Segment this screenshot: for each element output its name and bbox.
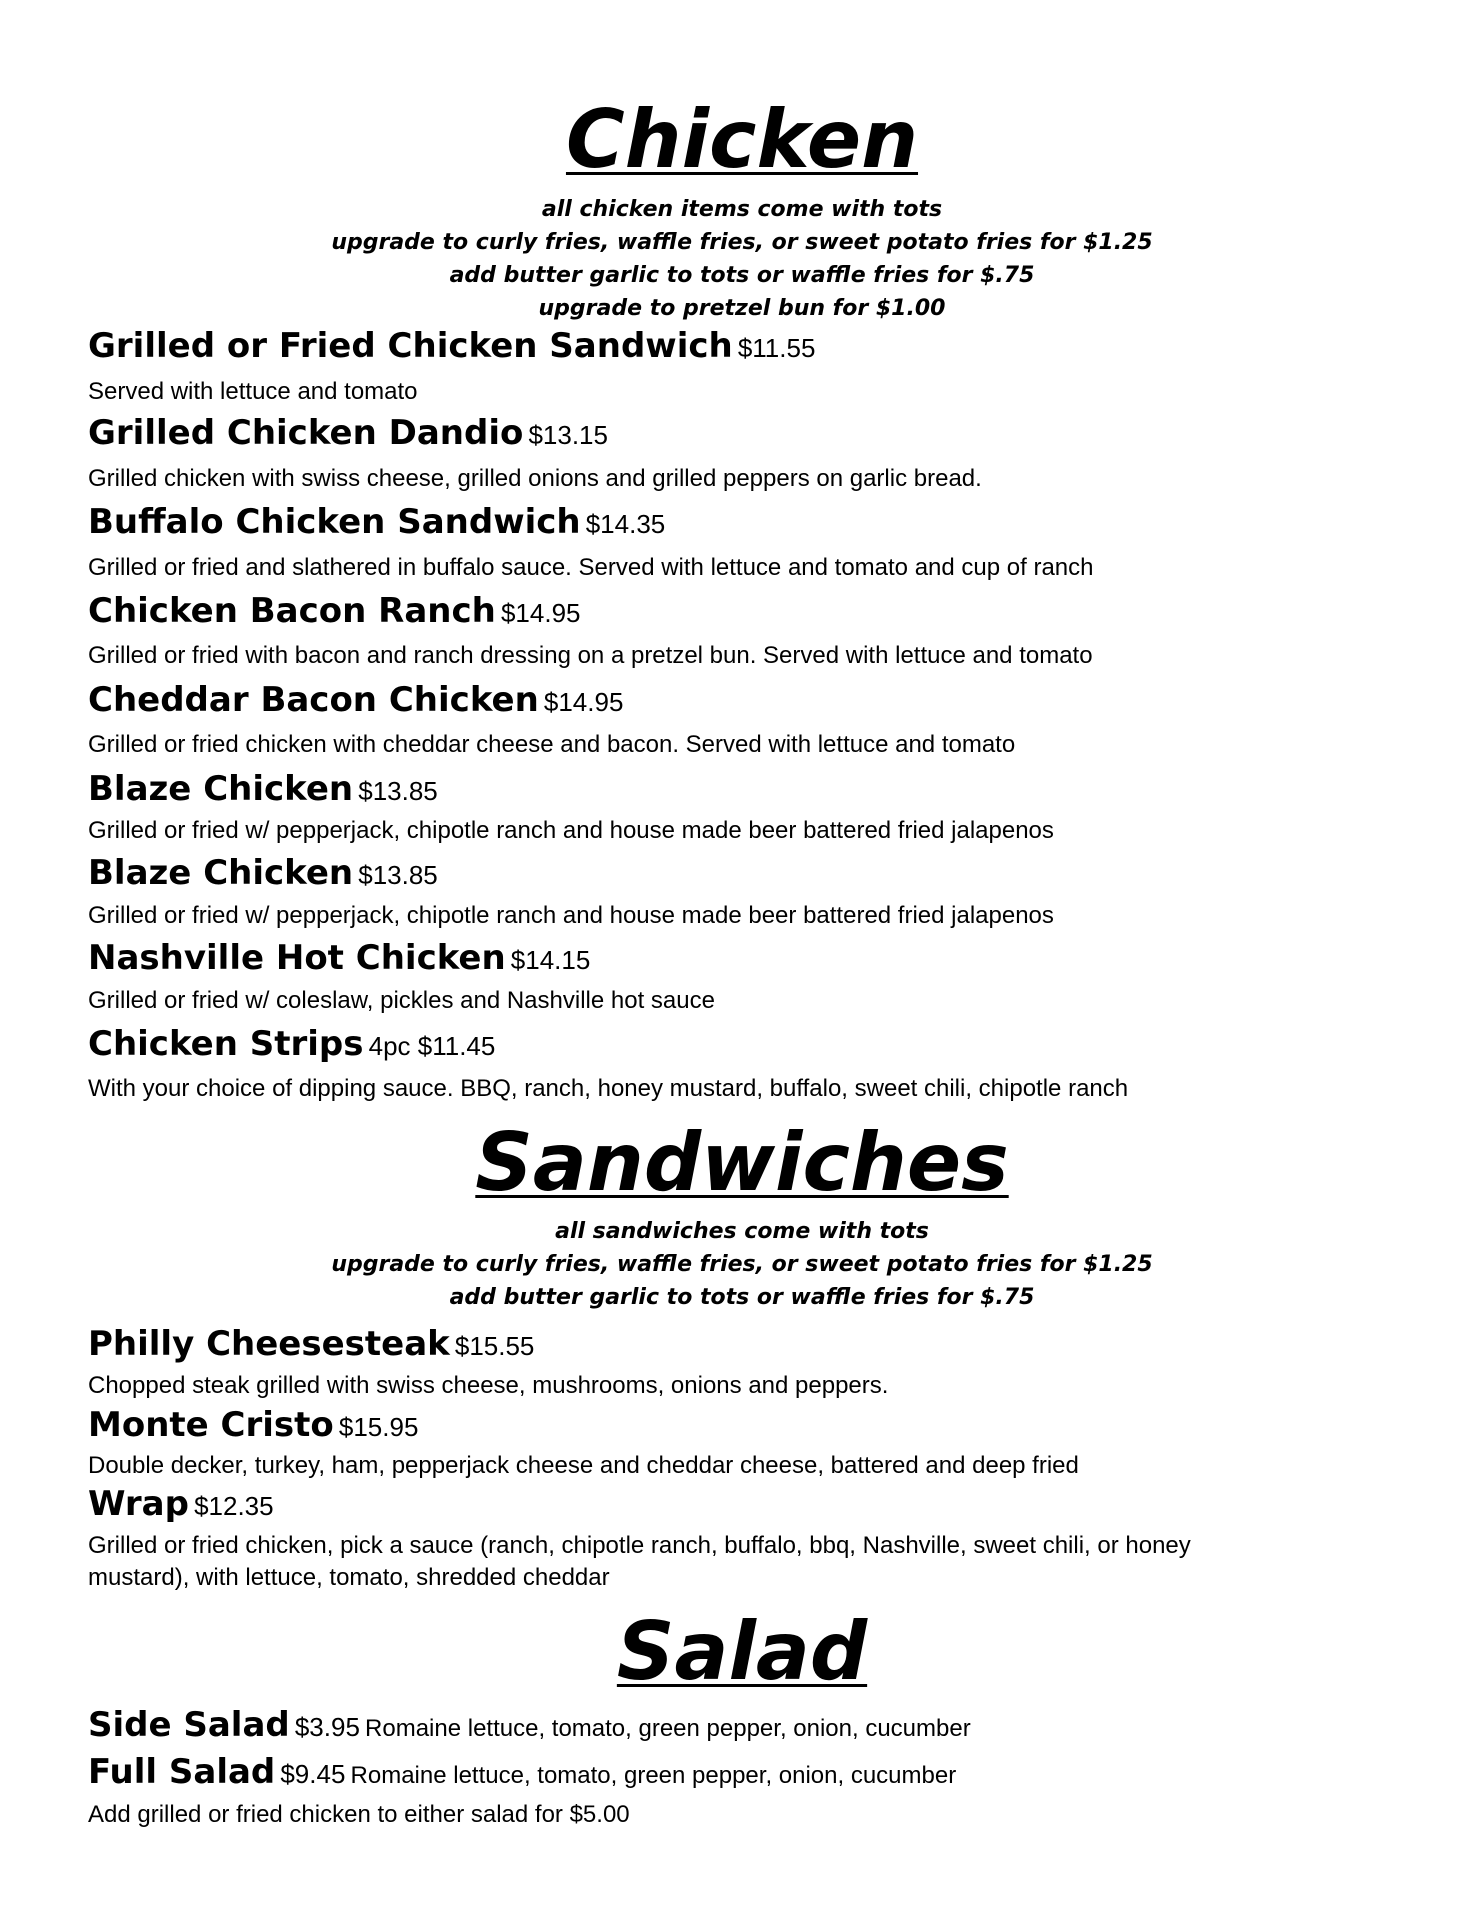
item-name: Wrap <box>88 1484 189 1524</box>
menu-item-heading <box>88 1752 957 1792</box>
menu-item-heading <box>88 938 591 978</box>
item-name: Full Salad <box>88 1752 276 1792</box>
item-description: Grilled or fried and slathered in buffalo sauce. Served with lettuce and tomato and cup of ranch <box>88 554 1094 581</box>
item-description: Grilled or fried with bacon and ranch dressing on a pretzel bun. Served with lettuce and tomato <box>88 642 1093 669</box>
item-description: Grilled or fried w/ coleslaw, pickles and Nashville hot sauce <box>88 987 715 1014</box>
menu-item-heading <box>88 502 666 542</box>
item-name: Blaze Chicken <box>88 769 354 809</box>
item-price: $14.95 <box>543 687 624 717</box>
chicken-note: upgrade to curly fries, waffle fries, or sweet potato fries for $1.25 <box>331 230 1153 255</box>
item-description: Romaine lettuce, tomato, green pepper, onion, cucumber <box>365 1715 971 1742</box>
menu-item-heading <box>88 769 438 809</box>
salad-footer-note: Add grilled or fried chicken to either salad for $5.00 <box>88 1801 630 1828</box>
item-name: Cheddar Bacon Chicken <box>88 680 539 720</box>
item-description: Romaine lettuce, tomato, green pepper, onion, cucumber <box>350 1762 957 1789</box>
item-price: $12.35 <box>194 1491 274 1521</box>
item-name: Blaze Chicken <box>88 853 354 893</box>
item-name: Philly Cheesesteak <box>88 1324 450 1364</box>
item-price: $14.35 <box>585 509 666 539</box>
chicken-note: upgrade to pretzel bun for $1.00 <box>538 296 946 321</box>
menu-item-heading <box>88 326 816 366</box>
item-description: Chopped steak grilled with swiss cheese, mushrooms, onions and peppers. <box>88 1372 889 1399</box>
item-price: $3.95 <box>294 1712 360 1742</box>
menu-item-heading <box>88 1324 535 1364</box>
chicken-notes <box>0 193 1484 325</box>
item-price: $13.15 <box>528 420 608 450</box>
menu-item-heading <box>88 853 438 893</box>
sandwiches-section-title: Sandwiches <box>475 1116 1009 1209</box>
sandwiches-note: add butter garlic to tots or waffle fries for $.75 <box>449 1285 1035 1310</box>
menu-item-heading <box>88 680 624 720</box>
item-price: $9.45 <box>280 1759 346 1789</box>
item-description: Grilled or fried chicken, pick a sauce (ranch, chipotle ranch, buffalo, bbq, Nashville, sweet chili, or honey mustard), with lettuce, tomato, shredded cheddar <box>88 1532 1191 1591</box>
chicken-section-title: Chicken <box>565 93 919 186</box>
item-description: Grilled or fried w/ pepperjack, chipotle ranch and house made beer battered fried jalapenos <box>88 902 1054 929</box>
item-price: $11.55 <box>737 333 816 363</box>
item-price: $13.85 <box>358 776 438 806</box>
sandwiches-notes <box>0 1215 1484 1314</box>
menu-item-heading <box>88 1705 971 1745</box>
item-name: Grilled Chicken Dandio <box>88 413 524 453</box>
menu-item-heading <box>88 1024 496 1064</box>
item-name: Buffalo Chicken Sandwich <box>88 502 581 542</box>
menu-item-heading <box>88 1484 274 1524</box>
salad-section-title: Salad <box>616 1605 868 1698</box>
menu-item-heading <box>88 591 581 631</box>
item-price: $15.55 <box>454 1331 535 1361</box>
sandwiches-note: upgrade to curly fries, waffle fries, or sweet potato fries for $1.25 <box>331 1252 1153 1277</box>
item-price: $14.95 <box>500 598 581 628</box>
menu-item-heading <box>88 1405 419 1445</box>
item-name: Side Salad <box>88 1705 290 1745</box>
item-price: $14.15 <box>510 945 591 975</box>
chicken-note: all chicken items come with tots <box>541 197 943 222</box>
item-price: 4pc $11.45 <box>368 1031 496 1061</box>
item-description: Grilled or fried chicken with cheddar cheese and bacon. Served with lettuce and tomato <box>88 731 1016 758</box>
item-description: Served with lettuce and tomato <box>88 378 418 405</box>
chicken-note: add butter garlic to tots or waffle fries for $.75 <box>449 263 1035 288</box>
item-description: Grilled or fried w/ pepperjack, chipotle ranch and house made beer battered fried jalapenos <box>88 817 1054 844</box>
sandwiches-note: all sandwiches come with tots <box>555 1219 929 1244</box>
item-name: Grilled or Fried Chicken Sandwich <box>88 326 733 366</box>
item-name: Chicken Strips <box>88 1024 364 1064</box>
item-price: $13.85 <box>358 860 438 890</box>
item-description: Double decker, turkey, ham, pepperjack cheese and cheddar cheese, battered and deep fried <box>88 1452 1079 1479</box>
item-name: Chicken Bacon Ranch <box>88 591 496 631</box>
item-name: Monte Cristo <box>88 1405 334 1445</box>
menu-item-heading <box>88 413 608 453</box>
item-price: $15.95 <box>338 1412 419 1442</box>
item-description: With your choice of dipping sauce. BBQ, ranch, honey mustard, buffalo, sweet chili, chipotle ranch <box>88 1075 1129 1102</box>
item-description: Grilled chicken with swiss cheese, grilled onions and grilled peppers on garlic bread. <box>88 465 982 492</box>
item-name: Nashville Hot Chicken <box>88 938 506 978</box>
